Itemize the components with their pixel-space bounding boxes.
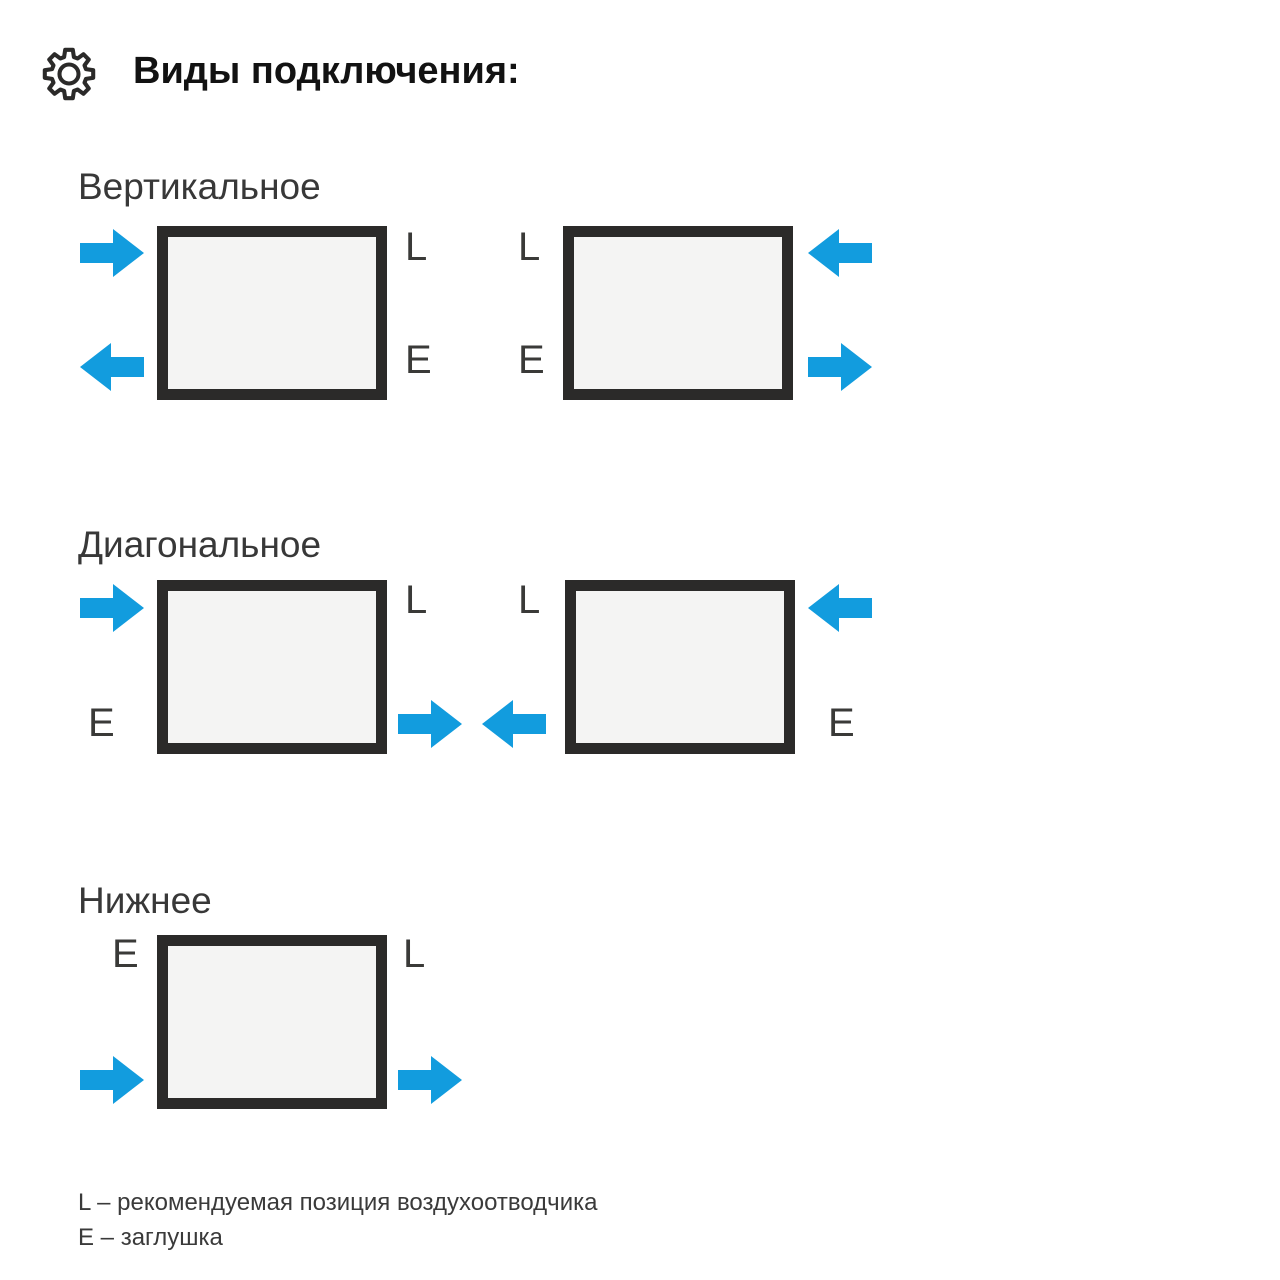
radiator-panel bbox=[565, 580, 795, 754]
flow-arrow-inlet-icon bbox=[808, 584, 872, 632]
gear-icon bbox=[40, 45, 98, 103]
port-label-plug: E bbox=[112, 932, 139, 976]
flow-arrow-outlet-icon bbox=[808, 343, 872, 391]
port-label-air-vent: L bbox=[405, 578, 428, 622]
port-label-plug: E bbox=[405, 338, 432, 382]
flow-arrow-outlet-icon bbox=[482, 700, 546, 748]
port-label-plug: E bbox=[518, 338, 545, 382]
port-label-air-vent: L bbox=[403, 932, 426, 976]
section-title: Нижнее bbox=[78, 880, 212, 921]
section-title: Вертикальное bbox=[78, 166, 321, 207]
flow-arrow-outlet-icon bbox=[398, 700, 462, 748]
flow-arrow-inlet-icon bbox=[808, 229, 872, 277]
radiator-panel bbox=[563, 226, 793, 400]
flow-arrow-inlet-icon bbox=[80, 1056, 144, 1104]
flow-arrow-outlet-icon bbox=[398, 1056, 462, 1104]
port-label-air-vent: L bbox=[518, 225, 541, 269]
legend-plug: E – заглушка bbox=[78, 1224, 223, 1251]
legend bbox=[78, 1185, 597, 1255]
section-title: Диагональное bbox=[78, 524, 322, 565]
port-label-air-vent: L bbox=[405, 225, 428, 269]
legend-air-vent: L – рекомендуемая позиция воздухоотводчика bbox=[78, 1189, 598, 1216]
port-label-plug: E bbox=[828, 701, 855, 745]
radiator-panel bbox=[157, 580, 387, 754]
flow-arrow-inlet-icon bbox=[80, 229, 144, 277]
flow-arrow-inlet-icon bbox=[80, 584, 144, 632]
radiator-panel bbox=[157, 226, 387, 400]
flow-arrow-outlet-icon bbox=[80, 343, 144, 391]
radiator-panel bbox=[157, 935, 387, 1109]
page-title: Виды подключения: bbox=[133, 50, 520, 92]
port-label-plug: E bbox=[88, 701, 115, 745]
port-label-air-vent: L bbox=[518, 578, 541, 622]
